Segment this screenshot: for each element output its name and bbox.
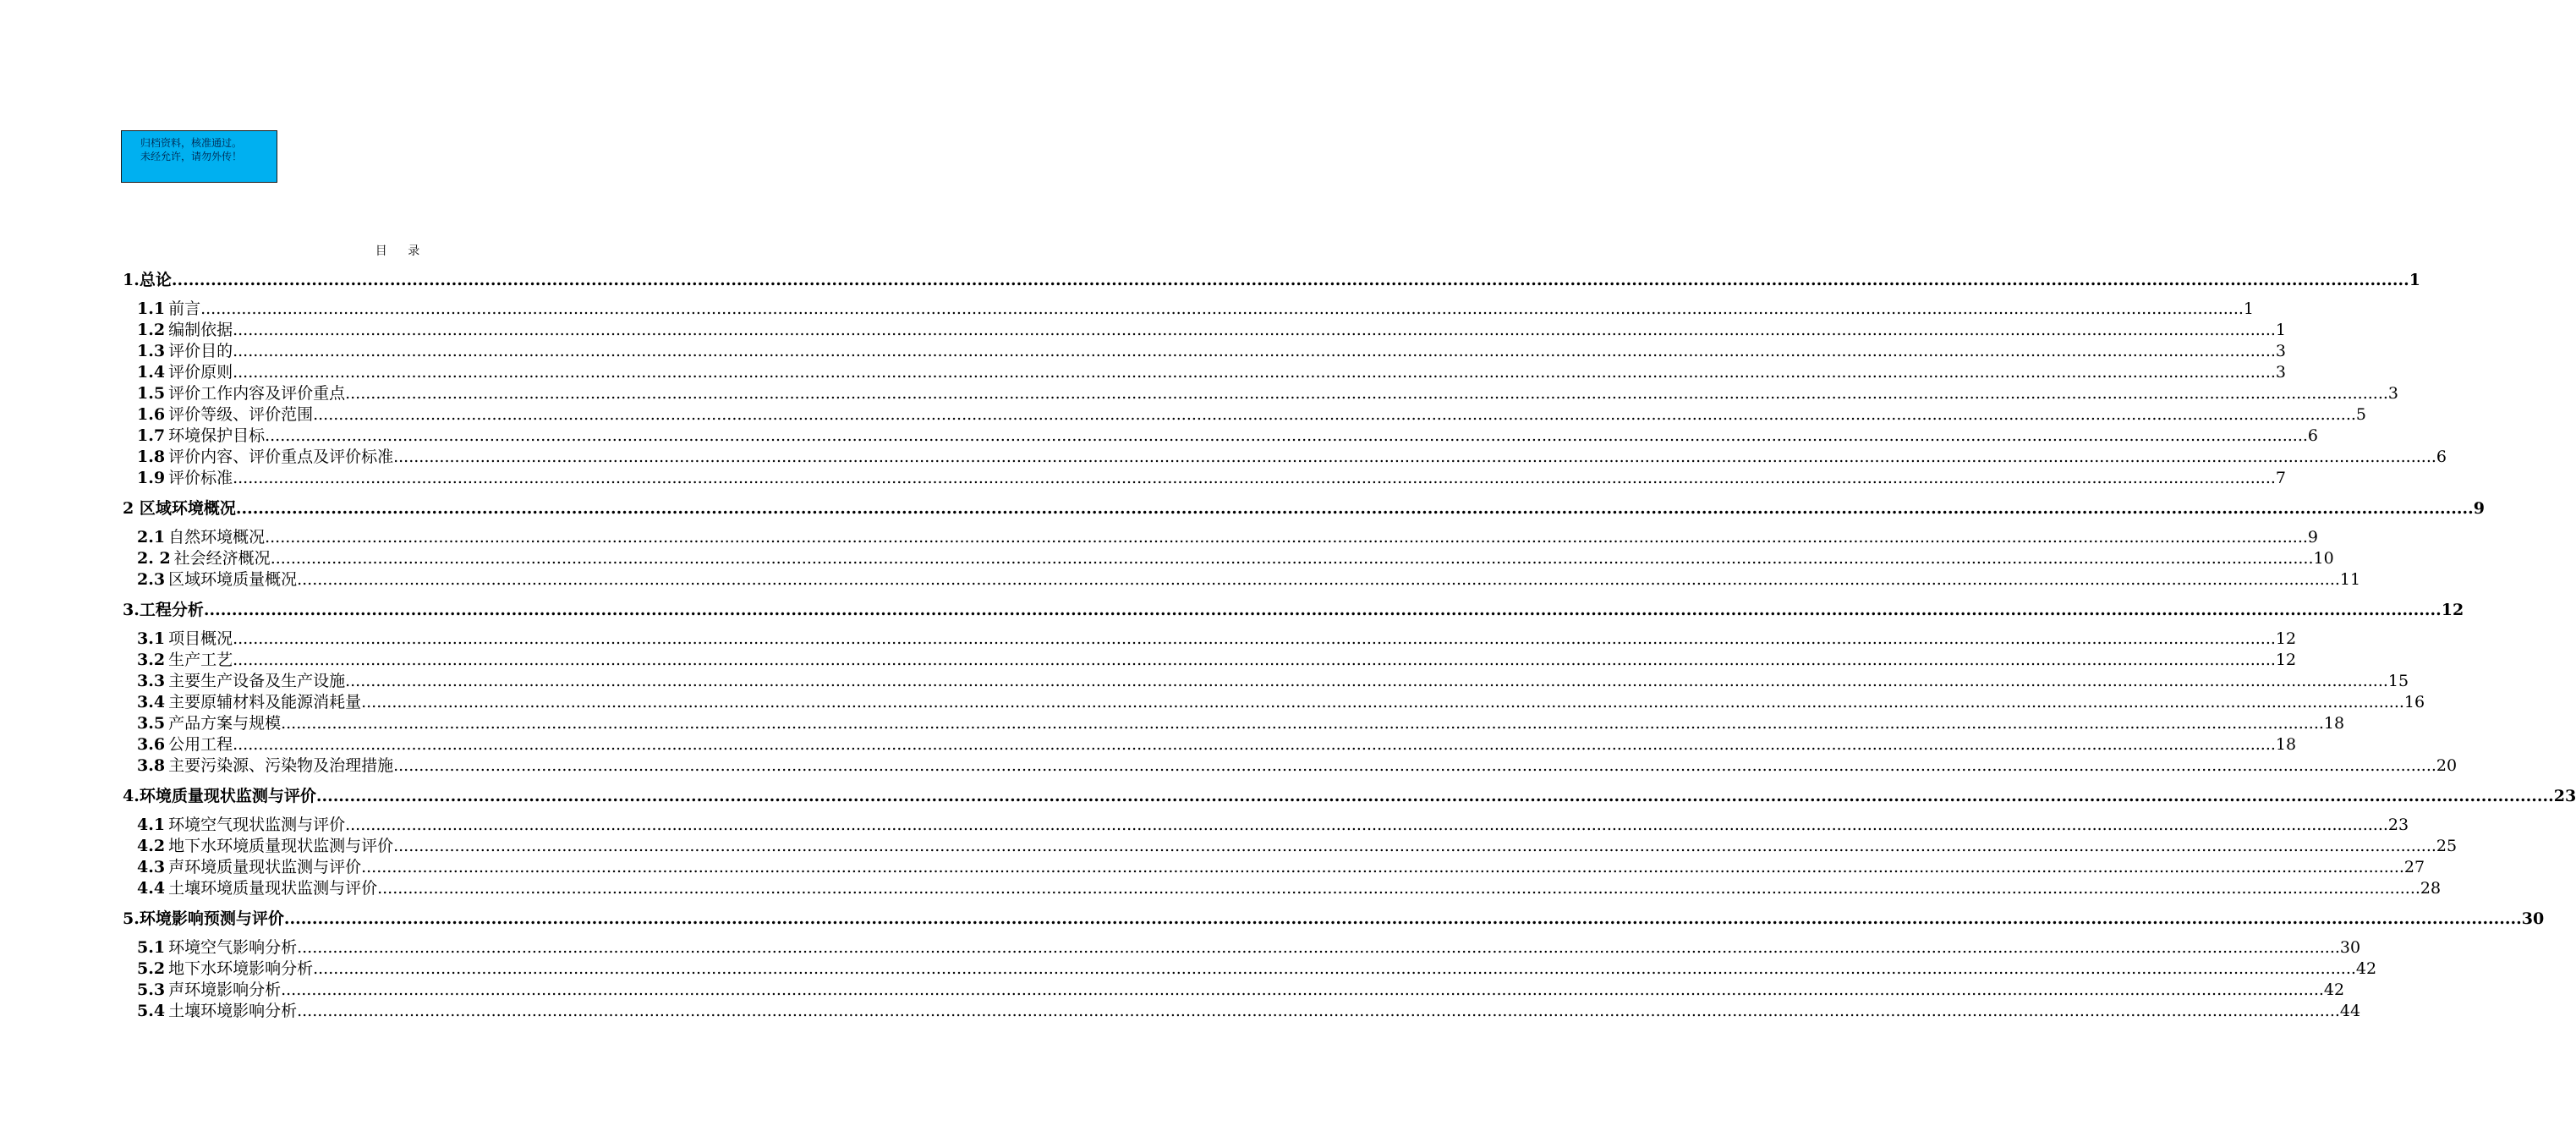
toc-entry-number: 1.3 <box>137 342 166 360</box>
toc-dot-leader: ................................................................................................................................................................................................................................................................................................................................................................................................................ <box>281 980 2324 999</box>
toc-page-number: 25 <box>2436 837 2458 855</box>
toc-dot-leader: ................................................................................................................................................................................................................................................................................................................................................................................................................ <box>171 271 2409 289</box>
toc-entry-number: 5.1 <box>137 938 166 957</box>
toc-entry-number: 3.8 <box>137 756 166 775</box>
toc-page-number: 16 <box>2403 693 2425 711</box>
toc-entry-label: 2 区域环境概况 <box>123 499 236 518</box>
toc-section-entry[interactable] <box>123 836 2458 857</box>
toc-entry-label: 环境空气影响分析 <box>168 938 298 957</box>
toc-page-number: 42 <box>2323 980 2345 999</box>
toc-entry-number: 1.6 <box>137 405 166 424</box>
toc-section-entry[interactable] <box>123 548 2334 569</box>
toc-section-entry[interactable] <box>123 713 2345 734</box>
toc-dot-leader: ................................................................................................................................................................................................................................................................................................................................................................................................................ <box>233 363 2276 382</box>
table-of-contents <box>123 269 2576 1022</box>
toc-page-number: 3 <box>2275 363 2286 382</box>
toc-dot-leader: ................................................................................................................................................................................................................................................................................................................................................................................................................ <box>297 1002 2340 1020</box>
toc-section-entry[interactable] <box>123 650 2297 671</box>
toc-section-entry[interactable] <box>123 755 2458 777</box>
toc-section-entry[interactable] <box>123 362 2286 383</box>
toc-section-entry[interactable] <box>123 383 2398 404</box>
toc-entry-label: 项目概况 <box>168 629 233 648</box>
toc-entry-label: 产品方案与规模 <box>168 714 282 733</box>
toc-entry-number: 2.3 <box>137 570 166 589</box>
toc-entry-label: 社会经济概况 <box>173 549 271 568</box>
toc-page-number: 20 <box>2436 756 2458 775</box>
toc-dot-leader: ................................................................................................................................................................................................................................................................................................................................................................................................................ <box>377 879 2420 898</box>
toc-section-entry[interactable] <box>123 404 2366 426</box>
toc-entry-number: 1.7 <box>137 426 166 445</box>
toc-section-entry[interactable] <box>123 980 2345 1001</box>
toc-page-number: 44 <box>2339 1002 2361 1020</box>
toc-page-number: 9 <box>2307 528 2318 547</box>
toc-page-number: 3 <box>2275 342 2286 360</box>
toc-dot-leader: ................................................................................................................................................................................................................................................................................................................................................................................................................ <box>393 756 2436 775</box>
toc-section-entry[interactable] <box>123 629 2297 650</box>
toc-section-entry[interactable] <box>123 426 2318 447</box>
toc-entry-number: 3.1 <box>137 629 166 648</box>
toc-entry-label: 公用工程 <box>168 735 233 754</box>
toc-page-number: 11 <box>2339 570 2361 589</box>
toc-dot-leader: ................................................................................................................................................................................................................................................................................................................................................................................................................ <box>393 837 2436 855</box>
toc-entry-number: 4.4 <box>137 879 166 898</box>
toc-page-number: 30 <box>2339 938 2361 957</box>
stamp-line-1: 归档资料，核准通过。 <box>140 137 243 149</box>
toc-section-entry[interactable] <box>123 815 2409 836</box>
toc-entry-label: 主要原辅材料及能源消耗量 <box>168 693 362 711</box>
toc-entry-label: 评价工作内容及评价重点 <box>168 384 346 403</box>
toc-entry-number: 4.3 <box>137 858 166 876</box>
toc-page-number: 7 <box>2275 469 2286 487</box>
toc-page-number: 23 <box>2387 816 2409 834</box>
toc-section-entry[interactable] <box>123 878 2442 899</box>
toc-dot-leader: ................................................................................................................................................................................................................................................................................................................................................................................................................ <box>233 629 2276 648</box>
toc-entry-number: 5.2 <box>137 959 166 978</box>
toc-dot-leader: ................................................................................................................................................................................................................................................................................................................................................................................................................ <box>235 499 2474 518</box>
toc-dot-leader: ................................................................................................................................................................................................................................................................................................................................................................................................................ <box>393 448 2436 466</box>
toc-entry-number: 3.2 <box>137 651 166 669</box>
toc-entry-number: 2.1 <box>137 528 166 547</box>
toc-entry-label: 5.环境影响预测与评价 <box>123 909 284 928</box>
toc-entry-label: 评价原则 <box>168 363 233 382</box>
toc-entry-number: 5.3 <box>137 980 166 999</box>
toc-section-entry[interactable] <box>123 937 2361 958</box>
toc-page-number: 12 <box>2441 601 2464 619</box>
toc-section-entry[interactable] <box>123 468 2286 489</box>
toc-chapter-entry[interactable] <box>123 785 2576 807</box>
toc-entry-label: 编制依据 <box>168 321 233 339</box>
toc-section-entry[interactable] <box>123 299 2254 320</box>
toc-section-entry[interactable] <box>123 320 2286 341</box>
toc-dot-leader: ................................................................................................................................................................................................................................................................................................................................................................................................................ <box>297 938 2340 957</box>
toc-page-number: 12 <box>2275 651 2297 669</box>
toc-entry-number: 1.8 <box>137 448 166 466</box>
toc-section-entry[interactable] <box>123 692 2425 713</box>
toc-entry-number: 2. 2 <box>137 549 171 568</box>
toc-page-number: 10 <box>2313 549 2334 568</box>
toc-page-number: 27 <box>2403 858 2425 876</box>
toc-page-number: 5 <box>2355 405 2366 424</box>
toc-page-number: 18 <box>2323 714 2345 733</box>
toc-entry-number: 1.9 <box>137 469 166 487</box>
toc-page-number: 18 <box>2275 735 2297 754</box>
toc-dot-leader: ................................................................................................................................................................................................................................................................................................................................................................................................................ <box>281 714 2324 733</box>
toc-entry-label: 土壤环境影响分析 <box>168 1002 298 1020</box>
toc-entry-label: 自然环境概况 <box>168 528 266 547</box>
toc-chapter-entry[interactable] <box>123 908 2545 930</box>
toc-entry-label: 地下水环境影响分析 <box>168 959 314 978</box>
toc-entry-number: 3.3 <box>137 672 166 690</box>
toc-entry-label: 主要污染源、污染物及治理措施 <box>168 756 394 775</box>
toc-entry-label: 前言 <box>168 299 201 318</box>
toc-entry-label: 土壤环境质量现状监测与评价 <box>168 879 378 898</box>
toc-page-number: 1 <box>2409 271 2420 289</box>
toc-dot-leader: ................................................................................................................................................................................................................................................................................................................................................................................................................ <box>361 858 2404 876</box>
toc-entry-label: 评价内容、评价重点及评价标准 <box>168 448 394 466</box>
toc-section-entry[interactable] <box>123 1001 2361 1022</box>
toc-entry-label: 声环境影响分析 <box>168 980 282 999</box>
toc-entry-label: 环境保护目标 <box>168 426 266 445</box>
toc-chapter-entry[interactable] <box>123 599 2464 621</box>
toc-page-number: 1 <box>2243 299 2254 318</box>
toc-entry-number: 4.1 <box>137 816 166 834</box>
toc-page-number: 23 <box>2553 787 2576 805</box>
toc-page-number: 15 <box>2387 672 2409 690</box>
toc-dot-leader: ................................................................................................................................................................................................................................................................................................................................................................................................................ <box>297 570 2340 589</box>
toc-page-number: 12 <box>2275 629 2297 648</box>
stamp-line-2: 未经允许，请勿外传！ <box>140 151 243 162</box>
toc-dot-leader: ................................................................................................................................................................................................................................................................................................................................................................................................................ <box>345 816 2388 834</box>
toc-entry-number: 4.2 <box>137 837 166 855</box>
toc-entry-number: 3.4 <box>137 693 166 711</box>
toc-entry-number: 1.4 <box>137 363 166 382</box>
toc-entry-number: 1.1 <box>137 299 166 318</box>
toc-section-entry[interactable] <box>123 341 2286 362</box>
toc-section-entry[interactable] <box>123 857 2425 878</box>
toc-dot-leader: ................................................................................................................................................................................................................................................................................................................................................................................................................ <box>200 299 2244 318</box>
toc-section-entry[interactable] <box>123 527 2318 548</box>
toc-section-entry[interactable] <box>123 734 2297 755</box>
toc-entry-number: 3.6 <box>137 735 166 754</box>
toc-entry-label: 地下水环境质量现状监测与评价 <box>168 837 394 855</box>
toc-page-number: 28 <box>2420 879 2442 898</box>
toc-dot-leader: ................................................................................................................................................................................................................................................................................................................................................................................................................ <box>233 321 2276 339</box>
toc-dot-leader: ................................................................................................................................................................................................................................................................................................................................................................................................................ <box>265 528 2308 547</box>
toc-dot-leader: ................................................................................................................................................................................................................................................................................................................................................................................................................ <box>270 549 2314 568</box>
toc-entry-label: 声环境质量现状监测与评价 <box>168 858 362 876</box>
toc-dot-leader: ................................................................................................................................................................................................................................................................................................................................................................................................................ <box>283 909 2522 928</box>
toc-page-number: 30 <box>2521 909 2545 928</box>
toc-dot-leader: ................................................................................................................................................................................................................................................................................................................................................................................................................ <box>313 405 2356 424</box>
toc-entry-label: 评价标准 <box>168 469 233 487</box>
toc-entry-label: 3.工程分析 <box>123 601 204 619</box>
toc-entry-label: 1.总论 <box>123 271 172 289</box>
toc-page-number: 6 <box>2307 426 2318 445</box>
toc-entry-number: 1.5 <box>137 384 166 403</box>
toc-section-entry[interactable] <box>123 569 2361 590</box>
toc-dot-leader: ................................................................................................................................................................................................................................................................................................................................................................................................................ <box>313 959 2356 978</box>
toc-dot-leader: ................................................................................................................................................................................................................................................................................................................................................................................................................ <box>345 672 2388 690</box>
toc-entry-number: 5.4 <box>137 1002 166 1020</box>
toc-page-number: 42 <box>2355 959 2377 978</box>
toc-page-number: 6 <box>2436 448 2447 466</box>
toc-section-entry[interactable] <box>123 447 2447 468</box>
toc-dot-leader: ................................................................................................................................................................................................................................................................................................................................................................................................................ <box>233 735 2276 754</box>
toc-chapter-entry[interactable] <box>123 269 2420 291</box>
archive-stamp <box>121 130 277 183</box>
toc-title: 目 录 <box>375 244 429 258</box>
toc-dot-leader: ................................................................................................................................................................................................................................................................................................................................................................................................................ <box>233 342 2276 360</box>
toc-entry-label: 区域环境质量概况 <box>168 570 298 589</box>
toc-entry-label: 主要生产设备及生产设施 <box>168 672 346 690</box>
toc-entry-label: 环境空气现状监测与评价 <box>168 816 346 834</box>
toc-entry-number: 1.2 <box>137 321 166 339</box>
toc-page-number: 3 <box>2387 384 2398 403</box>
toc-entry-label: 生产工艺 <box>168 651 233 669</box>
toc-entry-label: 评价目的 <box>168 342 233 360</box>
toc-chapter-entry[interactable] <box>123 497 2485 519</box>
toc-entry-number: 3.5 <box>137 714 166 733</box>
toc-section-entry[interactable] <box>123 958 2377 980</box>
toc-dot-leader: ................................................................................................................................................................................................................................................................................................................................................................................................................ <box>265 426 2308 445</box>
toc-dot-leader: ................................................................................................................................................................................................................................................................................................................................................................................................................ <box>361 693 2404 711</box>
toc-dot-leader: ................................................................................................................................................................................................................................................................................................................................................................................................................ <box>233 469 2276 487</box>
toc-entry-label: 4.环境质量现状监测与评价 <box>123 787 316 805</box>
toc-dot-leader: ................................................................................................................................................................................................................................................................................................................................................................................................................ <box>203 601 2442 619</box>
toc-dot-leader: ................................................................................................................................................................................................................................................................................................................................................................................................................ <box>315 787 2554 805</box>
toc-page-number: 1 <box>2275 321 2286 339</box>
toc-page-number: 9 <box>2473 499 2485 518</box>
toc-section-entry[interactable] <box>123 671 2409 692</box>
toc-dot-leader: ................................................................................................................................................................................................................................................................................................................................................................................................................ <box>233 651 2276 669</box>
toc-dot-leader: ................................................................................................................................................................................................................................................................................................................................................................................................................ <box>345 384 2388 403</box>
toc-entry-label: 评价等级、评价范围 <box>168 405 314 424</box>
